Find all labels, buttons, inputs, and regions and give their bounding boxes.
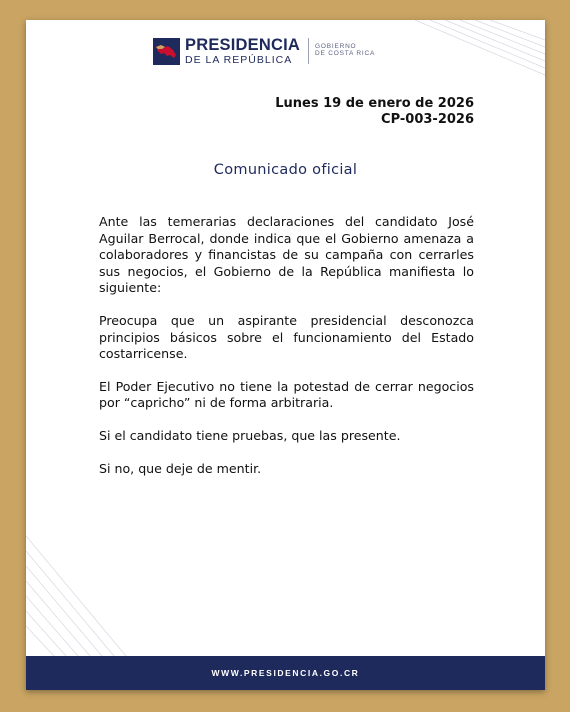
body-paragraph: El Poder Ejecutivo no tiene la potestad de cerrar negocios por “capricho” ni de forma arbitraria. <box>99 378 474 411</box>
decorative-lines-bottom-left <box>26 526 136 656</box>
body-paragraph: Preocupa que un aspirante presidencial desconozca principios básicos sobre el funcionamiento del Estado costarricense. <box>99 312 474 362</box>
footer-url: WWW.PRESIDENCIA.GO.CR <box>211 668 360 678</box>
document-body <box>99 214 474 493</box>
government-label <box>315 44 375 58</box>
document-code: CP-003-2026 <box>381 112 474 127</box>
document-meta <box>275 96 474 128</box>
body-paragraph: Si el candidato tiene pruebas, que las presente. <box>99 427 401 443</box>
brand-name <box>185 37 300 65</box>
document-title: Comunicado oficial <box>213 162 358 178</box>
decorative-lines-top-right <box>405 20 545 90</box>
document-date: Lunes 19 de enero de 2026 <box>275 96 474 111</box>
gov-line-1: GOBIERNO <box>314 43 357 51</box>
brand-main-text: PRESIDENCIA <box>185 36 300 54</box>
brand-sub-text: DE LA REPÚBLICA <box>185 53 293 66</box>
footer-bar <box>26 656 545 690</box>
header-divider <box>308 38 309 64</box>
gov-line-2: DE COSTA RICA <box>314 50 376 57</box>
header-logo <box>153 36 375 66</box>
costa-rica-map-logo-icon <box>153 38 180 65</box>
press-release-document <box>26 20 545 690</box>
body-paragraph: Si no, que deje de mentir. <box>99 460 262 476</box>
body-paragraph: Ante las temerarias declaraciones del candidato José Aguilar Berrocal, donde indica que el Gobierno amenaza a colaboradores y financistas de su campaña con cerrarles sus negocios, el Gobierno de la República manifiesta lo siguiente: <box>99 214 474 296</box>
